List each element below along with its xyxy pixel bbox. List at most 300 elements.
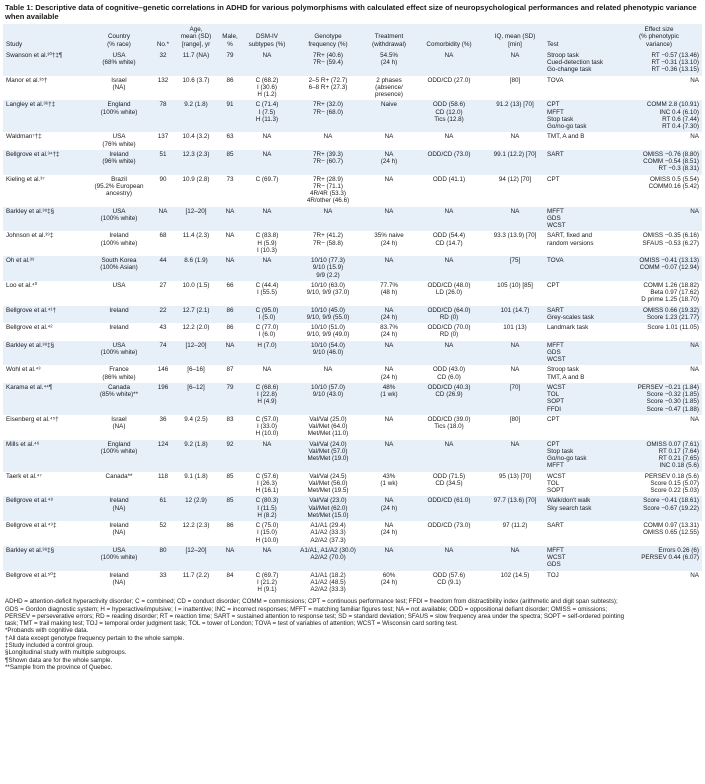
text-line: 4R/4R (53.3) xyxy=(309,190,347,197)
text-line: I (6.0) xyxy=(258,331,276,339)
cell-genotype-frequency xyxy=(292,341,364,366)
text-line: (86% white) xyxy=(102,373,136,381)
text-line: (100% white) xyxy=(100,348,138,356)
cell-dsm-subtypes xyxy=(242,76,292,101)
text-line: 8.6 (1.9) xyxy=(184,257,208,264)
text-line: Naive xyxy=(380,101,398,109)
text-line: Met/Met (19.0) xyxy=(307,455,349,462)
text-line: COMM −0.54 (8.51) xyxy=(643,158,699,165)
text-line: D prime 1.25 (18.70) xyxy=(641,296,699,304)
cell-male-percent xyxy=(218,150,242,175)
text-line: Ireland xyxy=(109,571,129,579)
cell-dsm-subtypes xyxy=(242,132,292,150)
cell-iq xyxy=(484,306,546,324)
text-line: OMISS 0.07 (7.61) xyxy=(646,440,699,448)
cell-genotype-frequency xyxy=(292,440,364,472)
cell-age xyxy=(174,207,218,232)
text-line: C (44.4) xyxy=(255,281,279,289)
text-line: Score −0.41 (18.61) xyxy=(643,497,699,505)
cell-sample-size xyxy=(152,415,174,440)
text-line: NA xyxy=(510,341,520,349)
text-line: Score 1.01 (11.05) xyxy=(647,324,699,331)
cell-study xyxy=(3,472,86,497)
text-line: Errors 0.26 (6) xyxy=(658,546,699,554)
cell-iq xyxy=(484,571,546,596)
cell-comorbidity xyxy=(414,281,484,306)
text-line: C (69.7) xyxy=(255,571,279,579)
cell-age xyxy=(174,521,218,546)
cell-sample-size xyxy=(152,231,174,256)
text-line: Treatment xyxy=(374,33,404,41)
text-line: NA xyxy=(510,440,520,448)
text-line: 7R− (71.1) xyxy=(313,182,343,190)
text-line: Male, xyxy=(222,33,238,41)
cell-test xyxy=(546,521,616,546)
cell-age xyxy=(174,365,218,383)
text-line: 86 xyxy=(226,306,234,314)
cell-iq xyxy=(484,383,546,415)
text-line: 36 xyxy=(159,415,167,423)
text-line: RT 0.4 (7.30) xyxy=(662,123,699,130)
text-line: Go/no-go task xyxy=(547,455,587,462)
text-line: RD (0) xyxy=(439,331,459,339)
table-row xyxy=(3,571,702,596)
text-line: H (10.0) xyxy=(255,430,279,438)
text-line: C (83.8) xyxy=(255,232,279,240)
column-header-country xyxy=(86,24,152,51)
cell-country xyxy=(86,341,152,366)
text-line: NA xyxy=(384,497,394,505)
text-line: Stop task xyxy=(547,115,574,123)
cell-treatment xyxy=(364,323,414,341)
text-line: Israel xyxy=(111,415,127,423)
cell-treatment xyxy=(364,496,414,521)
cell-genotype-frequency xyxy=(292,281,364,306)
text-line: A2/A2 (37.3) xyxy=(310,536,346,544)
text-line: 68 xyxy=(159,232,167,240)
cell-test xyxy=(546,175,616,207)
text-line: Landmark task xyxy=(547,324,589,331)
text-line: OMISS −0.76 (8.80) xyxy=(642,150,699,158)
cell-sample-size xyxy=(152,440,174,472)
text-line: 95 (13) [70] xyxy=(498,472,532,480)
cell-iq xyxy=(484,341,546,366)
text-line: NA xyxy=(384,150,394,158)
text-line: CD (26.9) xyxy=(435,391,463,398)
footnote: task; TMT = trail making test; TOJ = temporal order judgment task; TOL = tower of London; TOVA = test of variables of attention; WCST = Wisconsin card sorting test. xyxy=(5,620,458,628)
text-line: USA xyxy=(112,51,126,59)
text-line: Comorbidity (%) xyxy=(426,40,472,48)
text-line: MFFT xyxy=(547,207,564,215)
text-line: PERSEV −0.21 (1.84) xyxy=(637,383,699,391)
text-line: Val/Met (64.0) xyxy=(308,423,348,430)
table-row xyxy=(3,341,702,366)
text-line: subtypes (%) xyxy=(248,40,286,48)
cell-treatment xyxy=(364,150,414,175)
text-line: Score −0.67 (19.22) xyxy=(643,504,699,512)
text-line: Ireland xyxy=(109,150,129,158)
cell-effect-size xyxy=(616,383,702,415)
text-line: 9.1 (1.8) xyxy=(184,472,208,480)
text-line: WCST xyxy=(547,554,566,561)
cell-age xyxy=(174,546,218,571)
cell-comorbidity xyxy=(414,132,484,150)
text-line: 4R/other (46.6) xyxy=(306,197,350,205)
text-line: CD (14.7) xyxy=(435,239,463,247)
text-line: NA xyxy=(444,440,454,448)
text-line: USA xyxy=(112,133,126,141)
text-line: NA xyxy=(510,133,520,141)
text-line: TOVA xyxy=(547,257,564,264)
text-line: Loo et al.⁴⁰ xyxy=(6,281,38,289)
text-line: I (5.0) xyxy=(258,313,276,321)
text-line: RT −0.3 (8.31) xyxy=(658,165,699,173)
cell-country xyxy=(86,365,152,383)
cell-country xyxy=(86,175,152,207)
cell-treatment xyxy=(364,383,414,415)
footnote: ‡Study included a control group. xyxy=(5,642,94,650)
cell-iq xyxy=(484,231,546,256)
text-line: WCST xyxy=(547,383,566,391)
text-line: (100% white) xyxy=(100,108,138,116)
cell-male-percent xyxy=(218,365,242,383)
cell-treatment xyxy=(364,341,414,366)
cell-sample-size xyxy=(152,51,174,76)
text-line: RT −0.36 (13.15) xyxy=(651,66,699,74)
cell-treatment xyxy=(364,51,414,76)
text-line: Score 1.23 (21.77) xyxy=(646,313,699,321)
text-line: Met/Met (19.5) xyxy=(307,487,349,494)
text-line: 10/10 (54.0) xyxy=(311,341,345,349)
text-line: USA xyxy=(112,546,126,554)
cell-iq xyxy=(484,281,546,306)
text-line: OMISS 0.66 (19.32) xyxy=(643,306,699,314)
cell-sample-size xyxy=(152,100,174,132)
cell-test xyxy=(546,383,616,415)
cell-iq xyxy=(484,100,546,132)
text-line: 9/9 (2.2) xyxy=(316,271,340,279)
text-line: NA xyxy=(384,133,394,141)
text-line: C (69.7) xyxy=(255,175,279,183)
cell-age xyxy=(174,323,218,341)
table-row xyxy=(3,231,702,256)
cell-dsm-subtypes xyxy=(242,231,292,256)
text-line: 7R+ (32.0) xyxy=(313,101,343,109)
cell-sample-size xyxy=(152,571,174,596)
cell-age xyxy=(174,440,218,472)
cell-genotype-frequency xyxy=(292,546,364,571)
text-line: 7R+ (40.6) xyxy=(313,51,343,59)
cell-genotype-frequency xyxy=(292,256,364,281)
cell-sample-size xyxy=(152,341,174,366)
cell-country xyxy=(86,472,152,497)
cell-study xyxy=(3,207,86,232)
cell-comorbidity xyxy=(414,341,484,366)
text-line: NA xyxy=(444,133,454,141)
cell-comorbidity xyxy=(414,256,484,281)
text-line: Score 0.22 (5.03) xyxy=(650,487,699,494)
text-line: C (57.0) xyxy=(255,415,279,423)
text-line: FFDI xyxy=(547,405,561,413)
text-line: NA xyxy=(225,546,235,554)
text-line: NA xyxy=(225,207,235,215)
text-line: WCST xyxy=(547,472,566,480)
text-line: I (33.0) xyxy=(257,423,277,430)
cell-treatment xyxy=(364,546,414,571)
cell-iq xyxy=(484,546,546,571)
cell-country xyxy=(86,100,152,132)
text-line: ODD (58.6) xyxy=(432,101,466,109)
cell-study xyxy=(3,175,86,207)
text-line: 7R− (59.4) xyxy=(313,59,343,66)
cell-iq xyxy=(484,207,546,232)
text-line: RT 0.21 (7.65) xyxy=(658,455,699,462)
text-line: Oh et al.³⁹ xyxy=(6,257,35,264)
text-line: 83 xyxy=(226,415,234,423)
cell-age xyxy=(174,472,218,497)
text-line: NA xyxy=(384,546,394,554)
text-line: NA xyxy=(444,257,454,264)
cell-male-percent xyxy=(218,323,242,341)
text-line: 44 xyxy=(159,257,167,264)
text-line: NA xyxy=(262,440,272,448)
cell-dsm-subtypes xyxy=(242,256,292,281)
table-row xyxy=(3,306,702,324)
table-row xyxy=(3,365,702,383)
cell-test xyxy=(546,51,616,76)
text-line: PERSEV 0.44 (6.07) xyxy=(641,554,699,561)
cell-test xyxy=(546,415,616,440)
text-line: 86 xyxy=(226,76,234,84)
text-line: A1/A1 (29.4) xyxy=(310,522,346,529)
text-line: 80 xyxy=(159,546,167,554)
text-line: C (68.6) xyxy=(255,383,279,391)
column-header-study xyxy=(3,24,86,51)
footnote: †All data except genotype frequency pertain to the whole sample. xyxy=(5,634,185,642)
text-line: ODD/CD (61.0) xyxy=(427,497,471,505)
text-line: Met/Met (15.0) xyxy=(307,511,349,519)
text-line: Age, xyxy=(189,26,203,33)
column-header-male-percent xyxy=(218,24,242,51)
text-line: 87 xyxy=(226,366,234,374)
text-line: Val/Val (23.0) xyxy=(309,497,347,505)
text-line: 43 xyxy=(159,324,167,331)
text-line: presence) xyxy=(374,91,403,98)
cell-dsm-subtypes xyxy=(242,383,292,415)
text-line: H (5.9) xyxy=(257,239,277,247)
text-line: INC 0.4 (6.10) xyxy=(659,108,699,116)
table-caption: Table 1: Descriptive data of cognitive–genetic correlations in ADHD for various polymorphisms with calculated effect size of neuropsychological performances and related phenotypic variance when available xyxy=(5,3,697,21)
cell-test xyxy=(546,281,616,306)
text-line: NA xyxy=(262,133,272,141)
cell-test xyxy=(546,472,616,497)
cell-sample-size xyxy=(152,281,174,306)
text-line: 97 (11.2) xyxy=(502,522,528,529)
text-line: LD (26.0) xyxy=(435,289,463,296)
cell-study xyxy=(3,323,86,341)
cell-comorbidity xyxy=(414,546,484,571)
text-line: C (80.3) xyxy=(255,497,279,505)
cell-country xyxy=(86,256,152,281)
text-line: 86 xyxy=(226,324,234,331)
text-line: I (7.5) xyxy=(258,108,276,116)
text-line: 52 xyxy=(159,522,167,529)
text-line: [range], yr xyxy=(181,40,211,48)
cell-treatment xyxy=(364,175,414,207)
text-line: (24 h) xyxy=(380,59,398,66)
text-line: Ireland xyxy=(109,306,129,314)
cell-age xyxy=(174,132,218,150)
cell-treatment xyxy=(364,365,414,383)
text-line: 12.7 (2.1) xyxy=(182,306,210,314)
text-line: 22 xyxy=(159,306,167,314)
text-line: Bellgrove et al.⁴² xyxy=(6,324,53,331)
cell-country xyxy=(86,383,152,415)
text-line: 27 xyxy=(159,281,167,289)
cell-study xyxy=(3,521,86,546)
cell-study xyxy=(3,440,86,472)
text-line: Val/Val (24.0) xyxy=(309,440,347,448)
cell-effect-size xyxy=(616,341,702,366)
cell-test xyxy=(546,207,616,232)
cell-genotype-frequency xyxy=(292,51,364,76)
text-line: Bellgrove et al.³⁴†‡ xyxy=(6,150,60,158)
table-row xyxy=(3,207,702,232)
cell-iq xyxy=(484,472,546,497)
text-line: (withdrawal) xyxy=(372,40,406,48)
column-header-effect-size xyxy=(616,24,702,51)
text-line: Barkley et al.³⁸‡§ xyxy=(6,341,55,349)
text-line: [6–12] xyxy=(187,383,205,391)
column-header-iq xyxy=(484,24,546,51)
text-line: H (11.3) xyxy=(255,115,279,123)
text-line: 54.5% xyxy=(380,51,398,59)
text-line: CPT xyxy=(547,281,560,289)
cell-country xyxy=(86,496,152,521)
cell-male-percent xyxy=(218,546,242,571)
text-line: SART xyxy=(547,306,564,314)
cell-genotype-frequency xyxy=(292,76,364,101)
text-line: 85 xyxy=(226,150,234,158)
text-line: Grey-scales task xyxy=(547,313,594,321)
cell-male-percent xyxy=(218,571,242,596)
cell-male-percent xyxy=(218,132,242,150)
cell-dsm-subtypes xyxy=(242,521,292,546)
cell-effect-size xyxy=(616,496,702,521)
text-line: I (11.5) xyxy=(257,504,277,512)
text-line: H (4.9) xyxy=(257,398,277,406)
text-line: COMM 1.26 (18.82) xyxy=(643,281,699,289)
cell-male-percent xyxy=(218,472,242,497)
text-line: NA xyxy=(262,51,272,59)
text-line: 83.7% xyxy=(380,324,398,331)
text-line: DSM-IV xyxy=(255,33,279,41)
text-line: NA xyxy=(384,341,394,349)
footnote: ADHD = attention-deficit hyperactivity disorder; C = combined; CD = conduct disorder; COMM = commissions; CPT = continuous performance test; FFDI = freedom from distractibility index (arithmetic and digit span subtests); xyxy=(5,598,618,606)
text-line: COMM 2.8 (10.91) xyxy=(646,101,699,109)
table-row xyxy=(3,281,702,306)
cell-genotype-frequency xyxy=(292,472,364,497)
text-line: ODD/CD (70.0) xyxy=(427,324,471,331)
text-line: (24 h) xyxy=(380,239,398,247)
cell-iq xyxy=(484,132,546,150)
cell-country xyxy=(86,546,152,571)
text-line: Effect size xyxy=(644,26,674,33)
text-line: (68% white) xyxy=(102,59,136,66)
cell-country xyxy=(86,76,152,101)
cell-test xyxy=(546,132,616,150)
text-line: 63 xyxy=(226,133,234,141)
cell-country xyxy=(86,521,152,546)
text-line: NA xyxy=(262,546,272,554)
cell-sample-size xyxy=(152,383,174,415)
footnote: ¶Shown data are for the whole sample. xyxy=(5,656,113,664)
table-body xyxy=(3,51,702,596)
text-line: 7R+ (41.2) xyxy=(313,232,343,240)
cell-iq xyxy=(484,76,546,101)
text-line: NA xyxy=(510,546,520,554)
text-line: random versions xyxy=(547,239,594,247)
text-line: (1 wk) xyxy=(380,479,398,487)
text-line: 7R− (68.0) xyxy=(313,108,343,116)
cell-country xyxy=(86,323,152,341)
text-line: (100% white) xyxy=(100,239,138,247)
cell-study xyxy=(3,100,86,132)
text-line: ODD/CD (27.0) xyxy=(427,76,471,84)
text-line: 79 xyxy=(226,383,234,391)
text-line: NA xyxy=(690,571,699,579)
cell-male-percent xyxy=(218,383,242,415)
text-line: (24 h) xyxy=(380,578,398,586)
text-line: (24 h) xyxy=(380,158,398,165)
text-line: Swanson et al.³⁰†‡¶ xyxy=(6,51,63,59)
text-line: NA xyxy=(444,341,454,349)
text-line: COMM 0.97 (13.31) xyxy=(643,522,699,529)
text-line: Cued-detection task xyxy=(547,59,604,66)
text-line: CD (6.0) xyxy=(437,373,461,381)
text-line: NA xyxy=(690,207,699,215)
cell-genotype-frequency xyxy=(292,383,364,415)
cell-age xyxy=(174,231,218,256)
text-line: NA xyxy=(690,366,699,374)
text-line: Ireland xyxy=(109,232,129,240)
text-line: SART, fixed and xyxy=(547,232,593,240)
text-line: (24 h) xyxy=(380,373,398,381)
text-line: ODD/CD (73.0) xyxy=(427,150,471,158)
text-line: Score −0.30 (1.85) xyxy=(646,398,699,406)
cell-treatment xyxy=(364,132,414,150)
text-line: 99.1 (12.2) [70] xyxy=(493,150,537,158)
cell-study xyxy=(3,231,86,256)
cell-treatment xyxy=(364,571,414,596)
text-line: I (21.2) xyxy=(257,578,277,586)
text-line: GDS xyxy=(547,214,561,222)
text-line: H (1.2) xyxy=(257,91,277,98)
cell-age xyxy=(174,76,218,101)
text-line: A1/A1, A1/A2 (30.0) xyxy=(300,546,356,554)
text-line: IQ, mean (SD) xyxy=(494,33,536,41)
text-line: 137 xyxy=(157,133,169,141)
text-line: COMM0.16 (5.42) xyxy=(648,182,699,190)
cell-genotype-frequency xyxy=(292,306,364,324)
text-line: 10.9 (2.8) xyxy=(182,175,210,183)
text-line: (48 h) xyxy=(380,289,398,296)
text-line: Taerk et al.⁴⁷ xyxy=(6,472,42,480)
text-line: 9/10 (15.9) xyxy=(312,264,344,272)
text-line: NA xyxy=(690,133,699,141)
text-line: 51 xyxy=(159,150,167,158)
text-line: C (75.0) xyxy=(255,522,279,529)
